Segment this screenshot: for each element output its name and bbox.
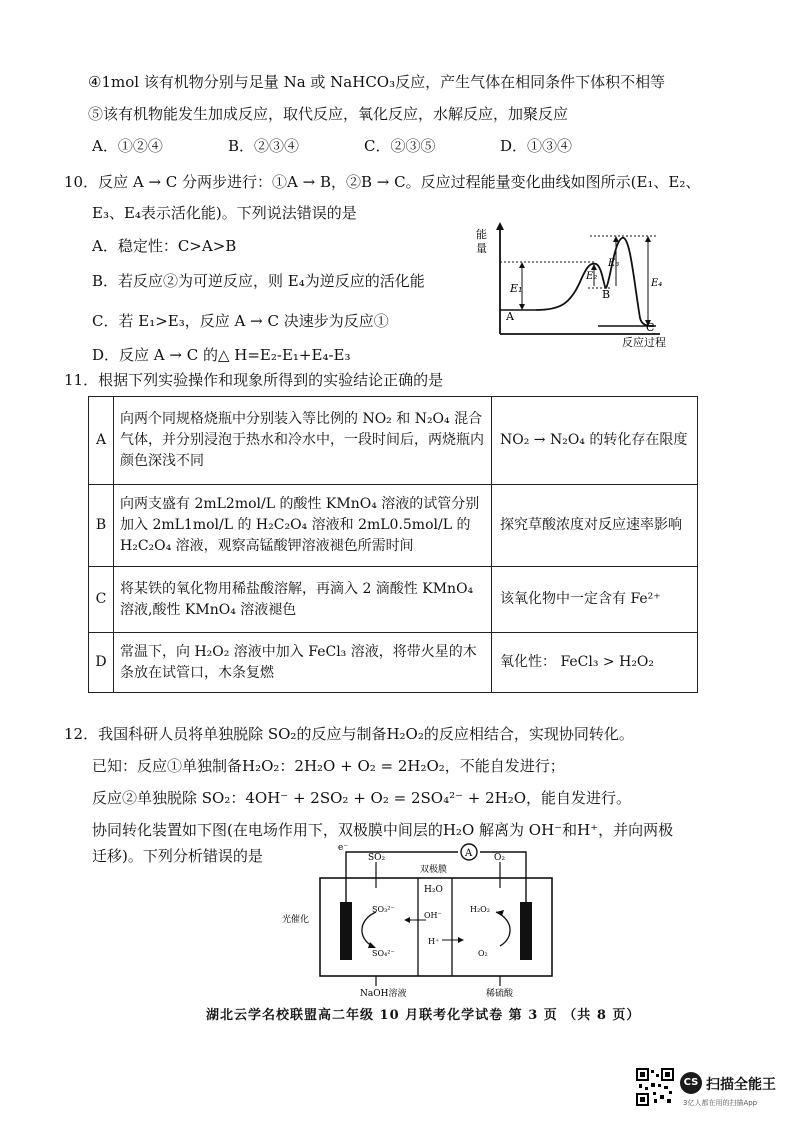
table-row [89,567,698,633]
so2-label: SO₂ [368,853,386,863]
q10-option-c: C．若 E₁>E₃，反应 A → C 决速步为反应① [92,312,389,330]
energy-profile-diagram [470,222,690,350]
row-operation: 向两个同规格烧瓶中分别装入等比例的 NO₂ 和 N₂O₄ 混合气体，并分别浸泡于热水和冷水中，一段时间后，两烧瓶内颜色深浅不同 [114,397,492,485]
q9-statement-4: ④1mol 该有机物分别与足量 Na 或 NaHCO₃反应，产生气体在相同条件下体积不相等 [88,73,666,91]
row-conclusion: NO₂ → N₂O₄ 的转化存在限度 [492,397,698,485]
naoh-label: NaOH溶液 [360,989,407,999]
q9-option-d: D．①③④ [500,137,573,155]
proton-label: H⁺ [428,937,440,946]
water-label: H₂O [424,885,443,895]
row-operation: 常温下，向 H₂O₂ 溶液中加入 FeCl₃ 溶液，将带火星的木条放在试管口，木条复燃 [114,633,492,693]
camscanner-logo: CS [680,1072,702,1094]
q9-option-a: A．①②④ [92,137,163,155]
camscanner-subtitle: 3亿人都在用的扫描App [683,1099,758,1107]
row-conclusion: 探究草酸浓度对反应速率影响 [492,485,698,567]
graph-ylabel-2: 量 [476,242,487,255]
cathode [520,902,532,960]
row-conclusion: 该氧化物中一定含有 Fe²⁺ [492,567,698,633]
q11-stem: 11．根据下列实验操作和现象所得到的实验结论正确的是 [64,371,444,389]
graph-label-b: B [602,288,611,301]
graph-label-e1: E₁ [510,282,523,295]
q12-device-line1: 协同转化装置如下图(在电场作用下，双极膜中间层的H₂O 解离为 OH⁻和H⁺，并向两极 [92,821,674,839]
co-conversion-device-diagram [282,832,582,1000]
o2-inlet-label: O₂ [494,853,505,863]
graph-label-a: A [506,310,514,323]
graph-label-c: C [646,321,655,334]
table-row [89,397,698,485]
row-label: C [89,567,114,633]
q12-stem: 12．我国科研人员将单独脱除 SO₂的反应与制备H₂O₂的反应相结合，实现协同转化。 [64,725,634,743]
qr-code-icon [636,1068,674,1106]
q9-option-b: B．②③④ [228,137,300,155]
q10-stem-line1: 10．反应 A → C 分两步进行：①A → B，②B → C。反应过程能量变化曲线如图所示(E₁、E₂、 [64,173,701,191]
row-label: B [89,485,114,567]
q10-stem-line2: E₃、E₄表示活化能)。下列说法错误的是 [92,204,357,222]
graph-ylabel-1: 能 [476,228,487,241]
row-conclusion: 氧化性： FeCl₃ > H₂O₂ [492,633,698,693]
sulfate-label: SO₄²⁻ [372,949,395,958]
sulfite-label: SO₃²⁻ [372,905,395,914]
row-label: A [89,397,114,485]
q12-device-line2: 迁移)。下列分析错误的是 [92,847,263,865]
q10-option-d: D．反应 A → C 的△ H=E₂-E₁+E₄-E₃ [92,346,351,364]
q10-option-a: A．稳定性：C>A>B [92,237,237,255]
photocatalysis-label: 光催化 [282,915,310,925]
hydroxide-label: OH⁻ [424,911,442,920]
row-label: D [89,633,114,693]
ammeter-label: A [465,848,473,859]
membrane-label: 双极膜 [420,865,448,875]
graph-label-e2: E₂ [586,271,598,282]
q12-reaction-2: 反应②单独脱除 SO₂：4OH⁻ + 2SO₂ + O₂ = 2SO₄²⁻ + 2H₂O，能自发进行。 [92,789,632,807]
acid-label: 稀硫酸 [486,989,514,999]
page-footer: 湖北云学名校联盟高二年级 10 月联考化学试卷 第 3 页 （共 8 页） [206,1008,641,1023]
photo-anode [340,902,352,960]
q12-known: 已知：反应①单独制备H₂O₂：2H₂O + O₂ = 2H₂O₂，不能自发进行； [92,757,565,775]
graph-xlabel: 反应过程 [622,336,666,349]
q9-statement-5: ⑤该有机物能发生加成反应，取代反应，氧化反应，水解反应，加聚反应 [88,105,569,123]
q11-experiment-table [88,396,698,693]
electron-label: e⁻ [338,843,349,853]
graph-label-e4: E₄ [651,278,663,289]
table-row [89,633,698,693]
h2o2-label: H₂O₂ [470,905,490,914]
camscanner-title: 扫描全能王 [706,1077,776,1093]
q10-option-b: B．若反应②为可逆反应，则 E₄为逆反应的活化能 [92,272,425,290]
q9-option-c: C．②③⑤ [364,137,436,155]
o2-cathode-label: O₂ [478,949,488,958]
row-operation: 将某铁的氧化物用稀盐酸溶解，再滴入 2 滴酸性 KMnO₄ 溶液,酸性 KMnO₄ 溶液褪色 [114,567,492,633]
table-row [89,485,698,567]
row-operation: 向两支盛有 2mL2mol/L 的酸性 KMnO₄ 溶液的试管分别加入 2mL1mol/L 的 H₂C₂O₄ 溶液和 2mL0.5mol/L 的 H₂C₂O₄ 溶液，观察高锰酸钾溶液褪色所需时间 [114,485,492,567]
graph-label-e3: E₃ [608,258,620,269]
